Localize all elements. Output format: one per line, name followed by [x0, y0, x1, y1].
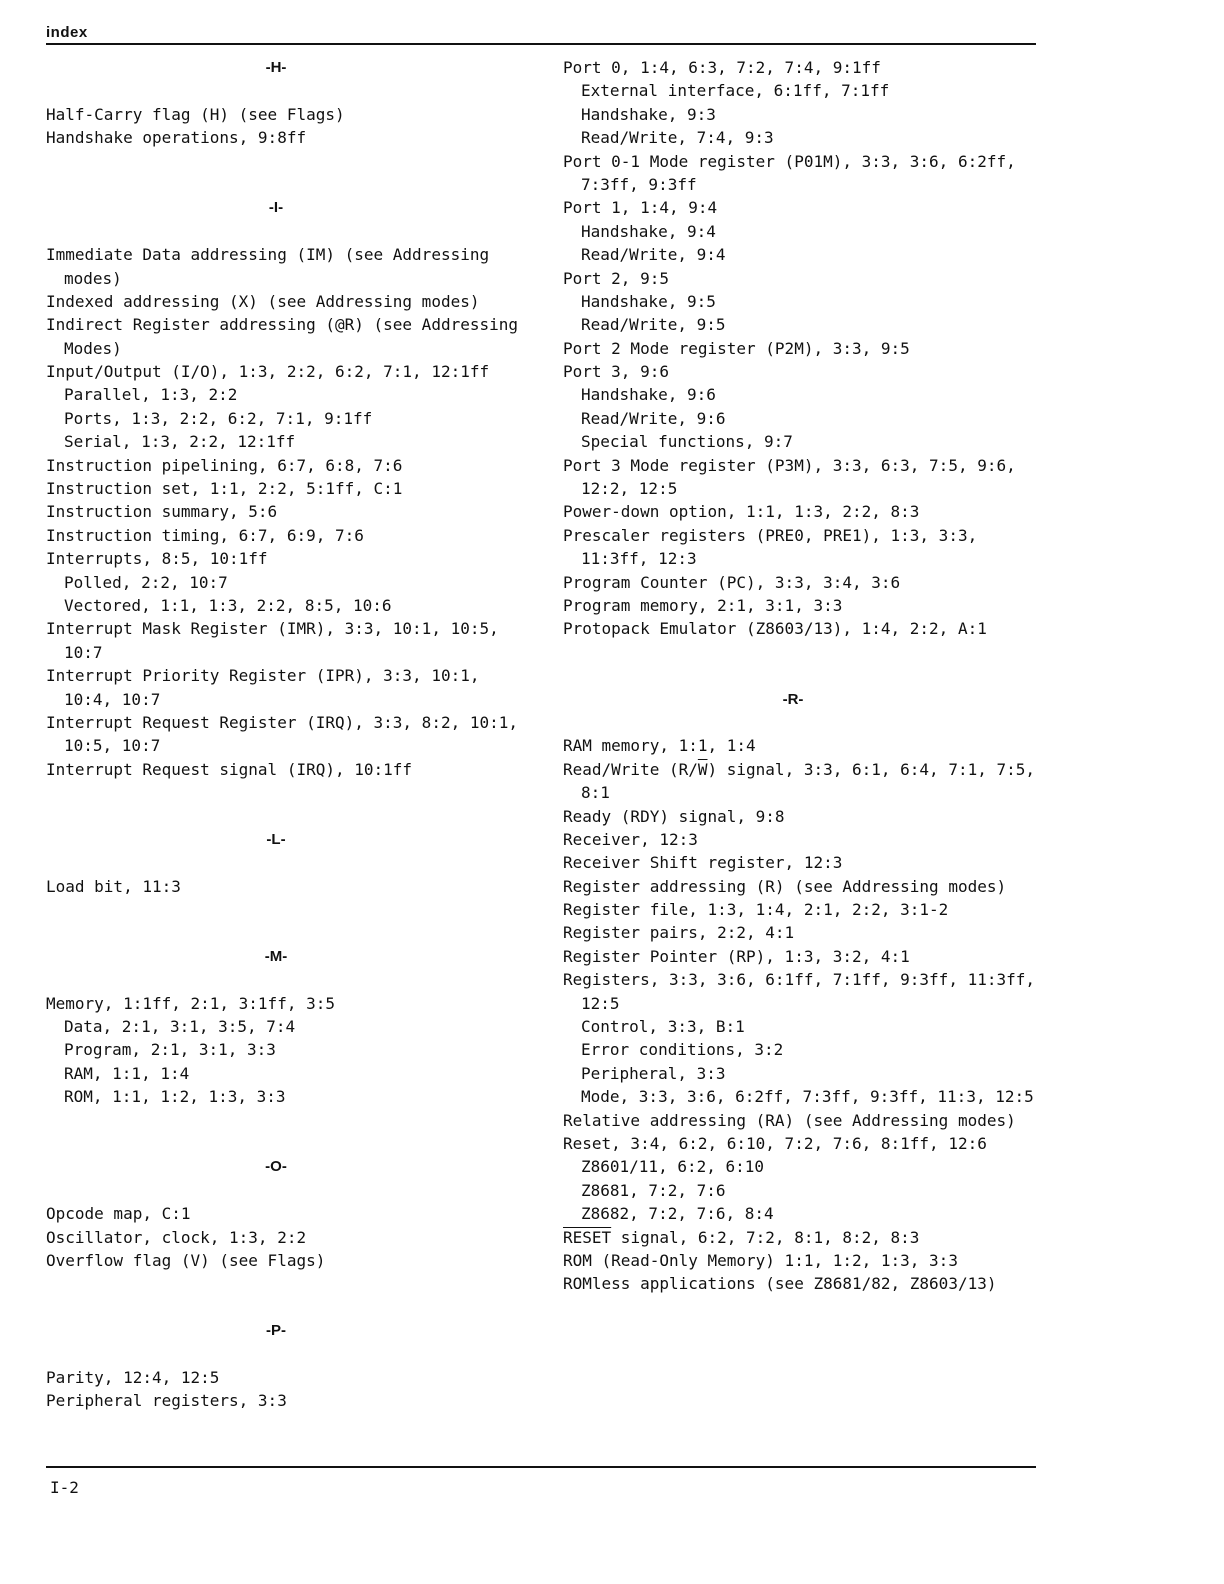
- index-entry: Port 0-1 Mode register (P01M), 3:3, 3:6, 6:2ff,: [563, 151, 1016, 171]
- section-heading: -R-: [782, 690, 804, 708]
- index-subentry: Control, 3:3, B:1: [581, 1017, 745, 1037]
- index-entry: Memory, 1:1ff, 2:1, 3:1ff, 3:5: [46, 993, 335, 1013]
- index-subentry: Handshake, 9:6: [581, 385, 716, 405]
- index-entry: Power-down option, 1:1, 1:3, 2:2, 8:3: [563, 502, 920, 522]
- index-entry: Indirect Register addressing (@R) (see Addressing: [46, 315, 519, 335]
- index-entry: Load bit, 11:3: [46, 876, 181, 896]
- index-entry-continuation: Modes): [64, 338, 122, 358]
- spacer: [46, 1272, 526, 1295]
- index-entry: Interrupt Request signal (IRQ), 10:1ff: [46, 759, 413, 779]
- index-entry: Interrupt Priority Register (IPR), 3:3, 10:1,: [46, 666, 480, 686]
- index-subentry: Vectored, 1:1, 1:3, 2:2, 8:5, 10:6: [64, 595, 392, 615]
- index-entry-continuation: modes): [64, 268, 122, 288]
- index-subentry: Special functions, 9:7: [581, 432, 793, 452]
- spacer: [46, 921, 526, 944]
- index-entry: Instruction timing, 6:7, 6:9, 7:6: [46, 525, 364, 545]
- index-entry: Oscillator, clock, 1:3, 2:2: [46, 1227, 307, 1247]
- index-entry: Prescaler registers (PRE0, PRE1), 1:3, 3:3,: [563, 525, 978, 545]
- index-entry-continuation: 12:2, 12:5: [581, 479, 678, 499]
- index-column-left: [46, 56, 526, 1413]
- index-subentry: Program, 2:1, 3:1, 3:3: [64, 1040, 276, 1060]
- index-entry-continuation: 10:7: [64, 642, 103, 662]
- index-subentry: Z8681, 7:2, 7:6: [581, 1180, 726, 1200]
- index-entry-continuation: 10:5, 10:7: [64, 736, 161, 756]
- index-entry-continuation: 7:3ff, 9:3ff: [581, 174, 697, 194]
- index-entry: Reset, 3:4, 6:2, 6:10, 7:2, 7:6, 8:1ff, 12:6: [563, 1133, 987, 1153]
- spacer: [46, 781, 526, 804]
- index-entry: Handshake operations, 9:8ff: [46, 128, 307, 148]
- index-subentry: Data, 2:1, 3:1, 3:5, 7:4: [64, 1017, 296, 1037]
- bottom-rule: [46, 1466, 1036, 1468]
- spacer: [46, 1179, 526, 1202]
- spacer: [563, 641, 1043, 664]
- index-entry: Port 2, 9:5: [563, 268, 669, 288]
- spacer: [46, 1132, 526, 1155]
- index-subentry: Handshake, 9:3: [581, 104, 716, 124]
- index-subentry: Read/Write, 9:5: [581, 315, 726, 335]
- index-subentry: Mode, 3:3, 3:6, 6:2ff, 7:3ff, 9:3ff, 11:3, 12:5: [581, 1087, 1034, 1107]
- spacer: [46, 805, 526, 828]
- section-heading: -I-: [268, 199, 284, 217]
- spacer: [46, 1296, 526, 1319]
- spacer: [563, 664, 1043, 687]
- index-entry: Register file, 1:3, 1:4, 2:1, 2:2, 3:1-2: [563, 900, 949, 920]
- index-entry: ROMless applications (see Z8681/82, Z8603/13): [563, 1274, 997, 1294]
- index-entry: Opcode map, C:1: [46, 1204, 191, 1224]
- index-entry: Port 3 Mode register (P3M), 3:3, 6:3, 7:5, 9:6,: [563, 455, 1016, 475]
- index-subentry: Ports, 1:3, 2:2, 6:2, 7:1, 9:1ff: [64, 408, 373, 428]
- index-entry: Interrupt Request Register (IRQ), 3:3, 8:2, 10:1,: [46, 712, 519, 732]
- index-subentry: External interface, 6:1ff, 7:1ff: [581, 81, 890, 101]
- index-entry: Input/Output (I/O), 1:3, 2:2, 6:2, 7:1, 12:1ff: [46, 362, 490, 382]
- index-subentry: RAM, 1:1, 1:4: [64, 1063, 190, 1083]
- spacer: [46, 79, 526, 102]
- index-entry-continuation: 8:1: [581, 783, 610, 803]
- index-entry: Receiver, 12:3: [563, 829, 698, 849]
- spacer: [563, 711, 1043, 734]
- spacer: [46, 851, 526, 874]
- index-entry: Port 0, 1:4, 6:3, 7:2, 7:4, 9:1ff: [563, 58, 881, 77]
- index-entry: Ready (RDY) signal, 9:8: [563, 806, 785, 826]
- index-subentry: Error conditions, 3:2: [581, 1040, 784, 1060]
- index-subentry: Peripheral, 3:3: [581, 1063, 726, 1083]
- index-entry: Protopack Emulator (Z8603/13), 1:4, 2:2, A:1: [563, 619, 987, 639]
- index-subentry: Handshake, 9:4: [581, 221, 716, 241]
- index-entry: Immediate Data addressing (IM) (see Addressing: [46, 245, 490, 265]
- index-subentry: Read/Write, 9:6: [581, 408, 726, 428]
- index-entry: Program memory, 2:1, 3:1, 3:3: [563, 595, 843, 615]
- page-number: I-2: [50, 1478, 79, 1497]
- spacer: [46, 173, 526, 196]
- index-entry: Half-Carry flag (H) (see Flags): [46, 104, 345, 124]
- index-entry: Instruction summary, 5:6: [46, 502, 278, 522]
- section-heading: -O-: [265, 1158, 287, 1176]
- spacer: [46, 1109, 526, 1132]
- index-entry: Parity, 12:4, 12:5: [46, 1367, 220, 1387]
- index-entry: Interrupt Mask Register (IMR), 3:3, 10:1, 10:5,: [46, 619, 499, 639]
- index-entry: Program Counter (PC), 3:3, 3:4, 3:6: [563, 572, 901, 592]
- index-subentry: Read/Write, 9:4: [581, 245, 726, 265]
- index-subentry: Serial, 1:3, 2:2, 12:1ff: [64, 432, 296, 452]
- index-entry: RAM memory, 1:1, 1:4: [563, 736, 756, 756]
- section-heading: -L-: [266, 830, 286, 848]
- section-heading: -H-: [265, 59, 287, 76]
- section-heading: -M-: [264, 947, 288, 965]
- spacer: [46, 968, 526, 991]
- index-entry: Receiver Shift register, 12:3: [563, 853, 843, 873]
- index-entry: Register addressing (R) (see Addressing modes): [563, 876, 1007, 896]
- index-subentry: Handshake, 9:5: [581, 291, 716, 311]
- top-rule: [46, 43, 1036, 45]
- index-entry: ROM (Read-Only Memory) 1:1, 1:2, 1:3, 3:3: [563, 1250, 958, 1270]
- index-entry: Interrupts, 8:5, 10:1ff: [46, 549, 268, 569]
- index-entry: Register pairs, 2:2, 4:1: [563, 923, 795, 943]
- index-entry: Relative addressing (RA) (see Addressing modes): [563, 1110, 1016, 1130]
- index-entry: Overflow flag (V) (see Flags): [46, 1250, 326, 1270]
- spacer: [46, 1342, 526, 1365]
- index-subentry: Z8682, 7:2, 7:6, 8:4: [581, 1204, 774, 1224]
- index-entry: Port 1, 1:4, 9:4: [563, 198, 718, 218]
- index-entry-continuation: 12:5: [581, 993, 620, 1013]
- index-subentry: Parallel, 1:3, 2:2: [64, 385, 238, 405]
- index-entry: Indexed addressing (X) (see Addressing modes): [46, 291, 480, 311]
- spacer: [46, 898, 526, 921]
- index-entry: Registers, 3:3, 3:6, 6:1ff, 7:1ff, 9:3ff, 11:3ff,: [563, 970, 1036, 990]
- index-subentry: Read/Write, 7:4, 9:3: [581, 128, 774, 148]
- index-subentry: Polled, 2:2, 10:7: [64, 572, 228, 592]
- index-subentry: Z8601/11, 6:2, 6:10: [581, 1157, 765, 1177]
- spacer: [46, 150, 526, 173]
- index-subentry: ROM, 1:1, 1:2, 1:3, 3:3: [64, 1087, 286, 1107]
- section-heading: -P-: [266, 1322, 286, 1340]
- index-entry: Peripheral registers, 3:3: [46, 1391, 287, 1411]
- index-entry: Register Pointer (RP), 1:3, 3:2, 4:1: [563, 946, 910, 966]
- index-column-right: [563, 56, 1043, 1296]
- index-entry: Read/Write $(R/\overline{W})$ signal, 3:3, 6:1, 6:4, 7:1, 7:5,: [563, 759, 1036, 779]
- index-entry: RESET signal, 6:2, 7:2, 8:1, 8:2, 8:3: [563, 1227, 920, 1247]
- index-entry: Port 2 Mode register (P2M), 3:3, 9:5: [563, 338, 910, 358]
- spacer: [46, 220, 526, 243]
- page-header: index: [46, 24, 88, 41]
- index-entry-continuation: 10:4, 10:7: [64, 689, 161, 709]
- index-entry: Instruction pipelining, 6:7, 6:8, 7:6: [46, 455, 403, 475]
- index-entry: Instruction set, 1:1, 2:2, 5:1ff, C:1: [46, 479, 403, 499]
- index-entry-continuation: 11:3ff, 12:3: [581, 549, 697, 569]
- index-entry: Port 3, 9:6: [563, 362, 669, 382]
